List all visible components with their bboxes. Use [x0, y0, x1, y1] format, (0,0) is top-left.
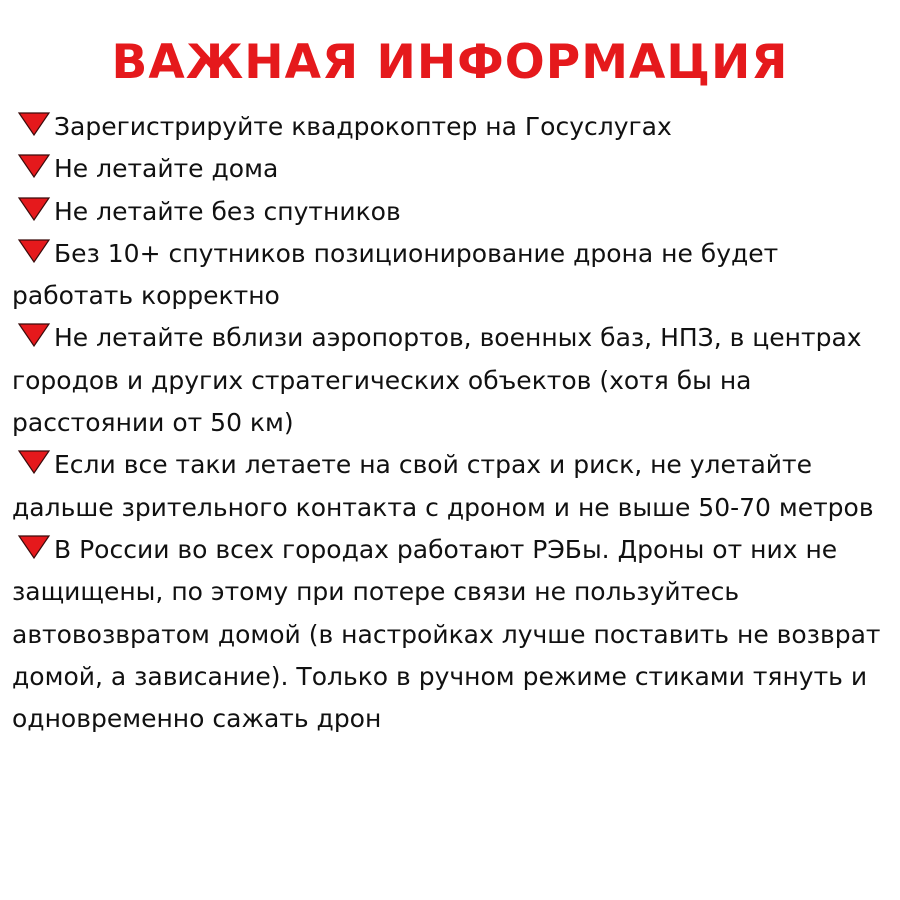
list-item — [12, 191, 892, 233]
list-item — [12, 148, 892, 190]
list-item-text: Без 10+ спутников позиционирование дрона не будет работать корректно — [12, 238, 779, 311]
list-item-text: Если все таки летаете на свой страх и риск, не улетайте дальше зрительного контакта с дроном и не выше 50-70 метров — [12, 450, 874, 522]
page-title: ВАЖНАЯ ИНФОРМАЦИЯ — [111, 35, 789, 90]
red-down-triangle-icon — [12, 450, 54, 474]
red-down-triangle-icon — [12, 154, 54, 178]
list-item — [12, 444, 892, 529]
list-item — [12, 317, 892, 444]
list-item — [12, 529, 892, 740]
red-down-triangle-icon — [12, 239, 54, 263]
info-list — [12, 106, 892, 740]
red-down-triangle-icon — [12, 323, 54, 347]
list-item — [12, 106, 892, 148]
list-item-text: Не летайте дома — [54, 154, 279, 184]
red-down-triangle-icon — [12, 197, 54, 221]
list-item-text: Не летайте вблизи аэропортов, военных баз, НПЗ, в центрах городов и других стратегических объектов (хотя бы на расстоянии от 50 км) — [12, 323, 862, 438]
list-item-text: Не летайте без спутников — [54, 196, 401, 226]
list-item-text: В России во всех городах работают РЭБы. Дроны от них не защищены, по этому при потере связи не пользуйтесь автовозвратом домой (в настройках лучше поставить не возврат домой, а зависание). Только в ручном режиме стиками тянуть и одновременно сажать дрон — [12, 534, 881, 734]
red-down-triangle-icon — [12, 535, 54, 559]
red-down-triangle-icon — [12, 112, 54, 136]
list-item — [12, 233, 892, 318]
list-item-text: Зарегистрируйте квадрокоптер на Госуслугах — [54, 112, 672, 141]
